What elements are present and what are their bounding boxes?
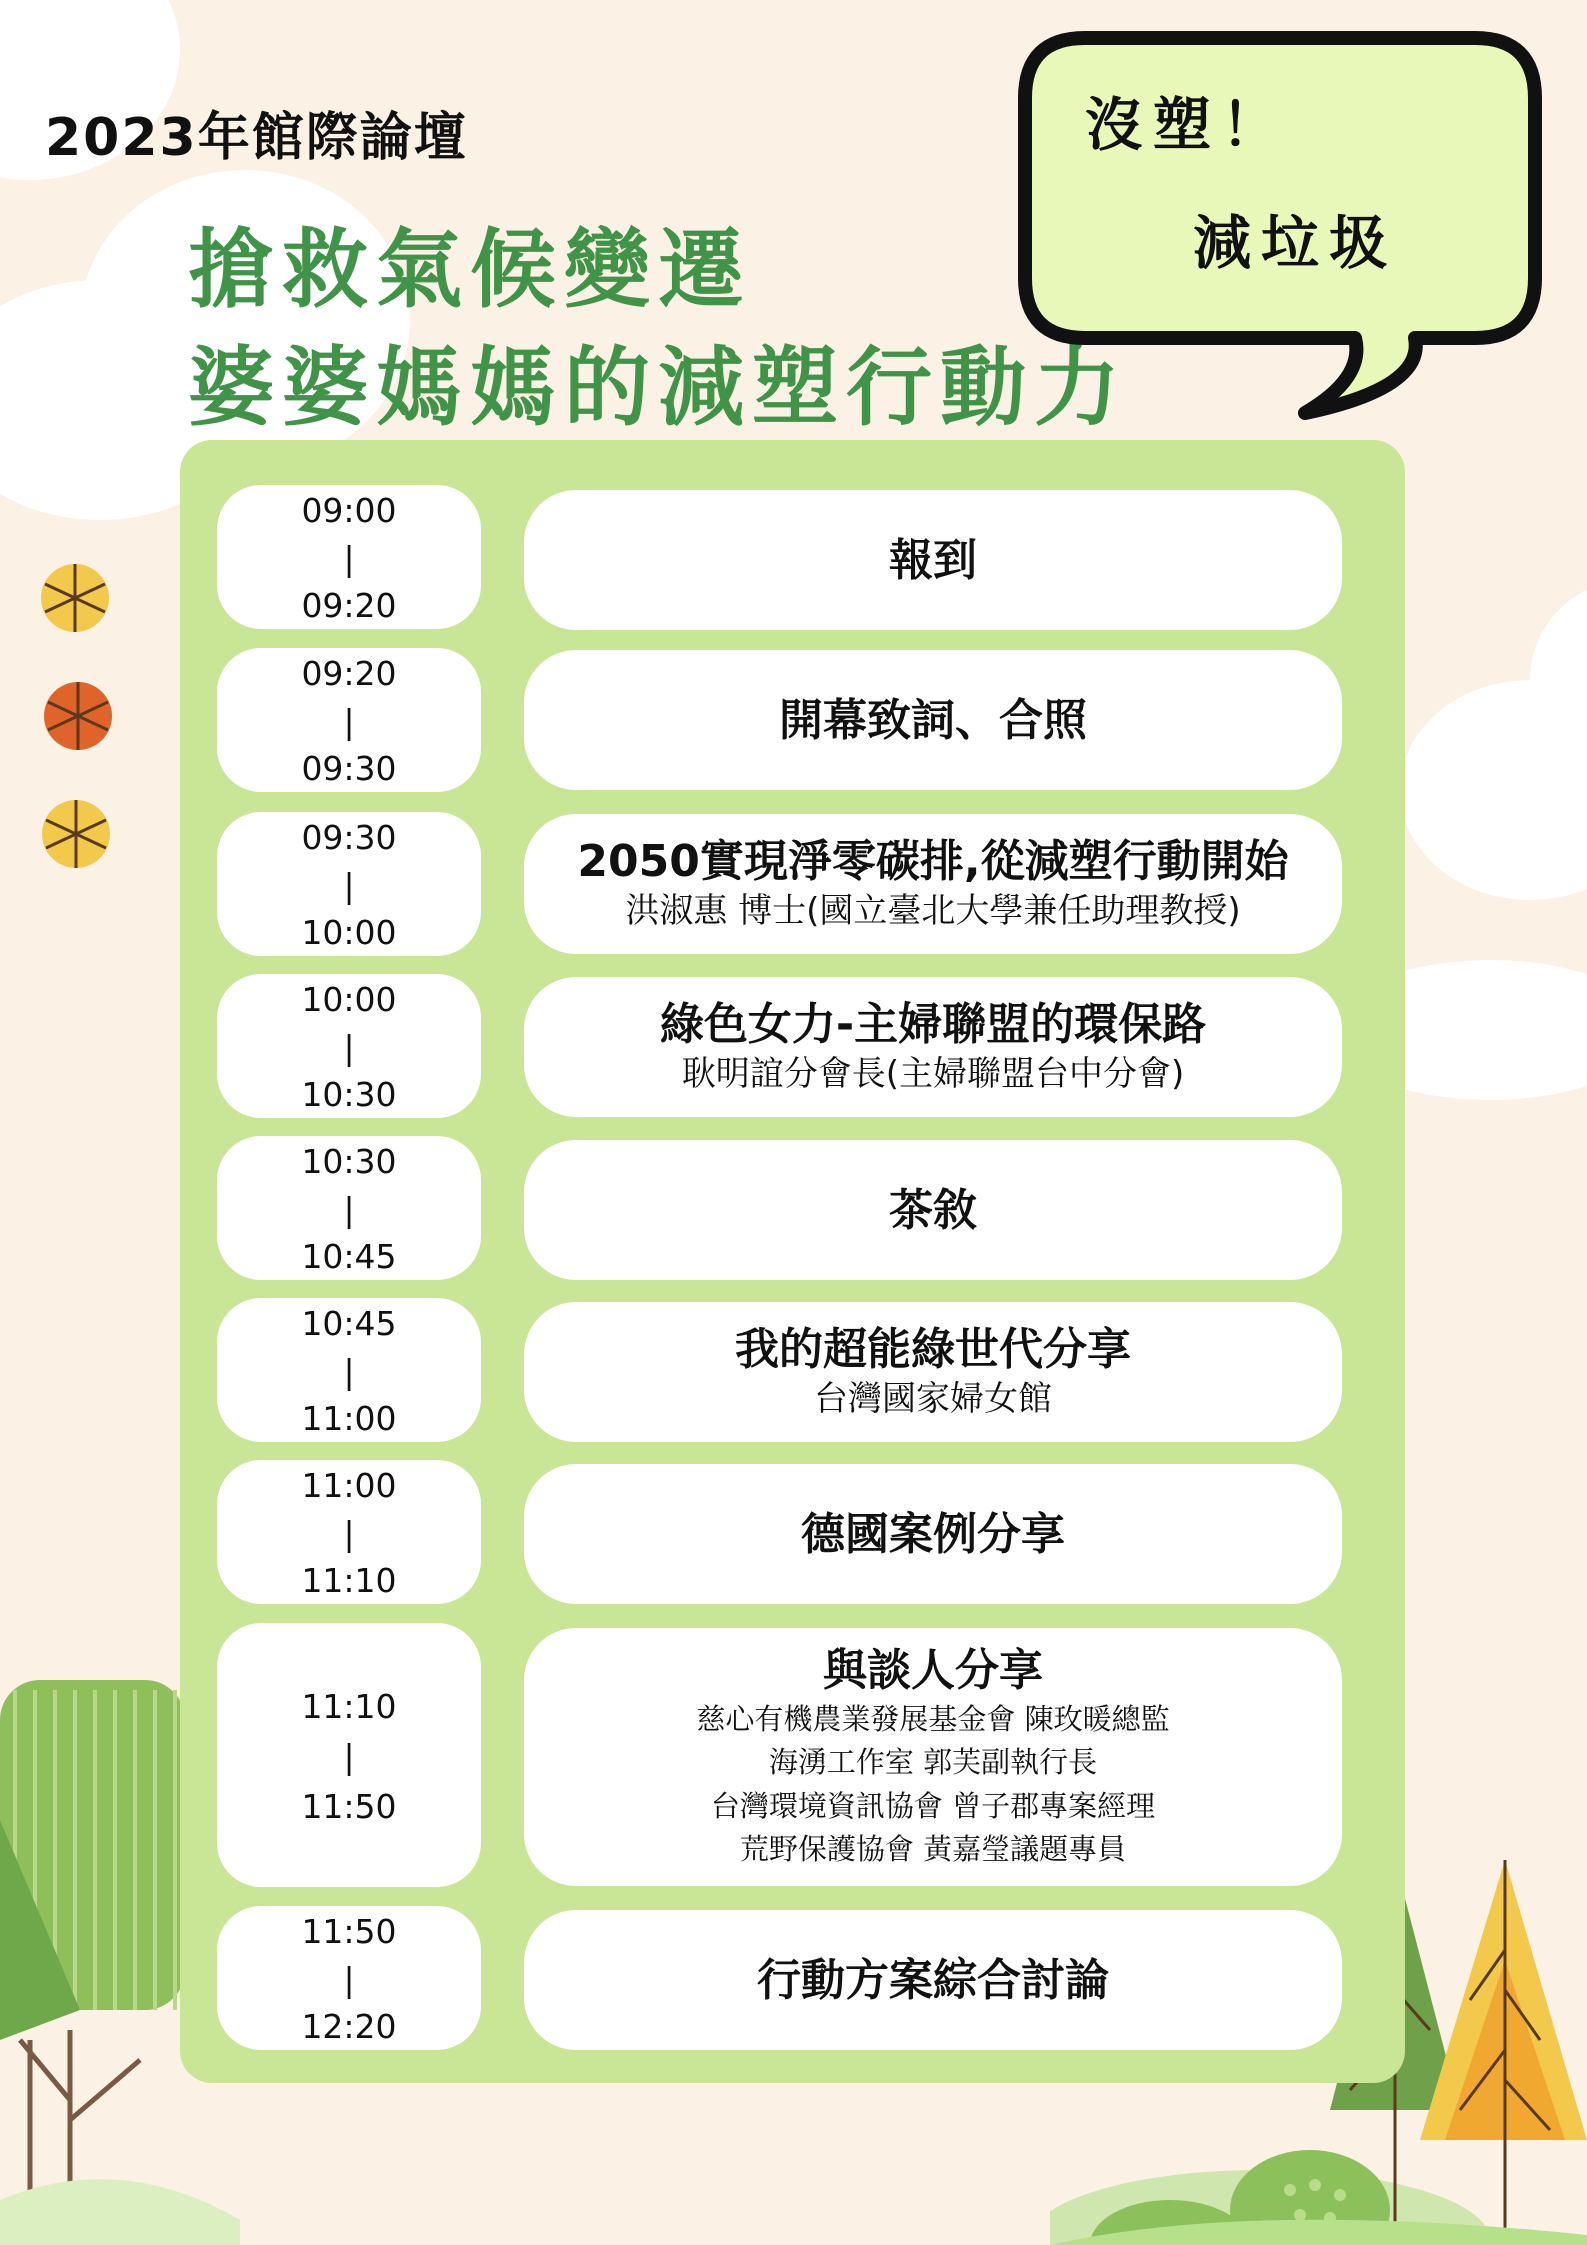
time-start: 11:50 — [301, 1912, 397, 1951]
time-start: 11:00 — [301, 1466, 397, 1505]
event-card — [524, 1910, 1342, 2050]
time-slot — [217, 1906, 481, 2050]
time-slot — [217, 1298, 481, 1442]
event-card — [524, 490, 1342, 630]
event-speaker: 台灣國家婦女館 — [814, 1379, 1052, 1420]
time-start: 09:20 — [301, 654, 397, 693]
forum-title: 2023年館際論壇 — [45, 108, 468, 168]
time-slot — [217, 1136, 481, 1280]
event-title: 茶敘 — [889, 1184, 977, 1236]
event-title: 報到 — [889, 534, 977, 586]
event-card — [524, 1302, 1342, 1442]
headline-line-2: 婆婆媽媽的減塑行動力 — [188, 338, 1128, 438]
time-start: 10:00 — [301, 980, 397, 1019]
event-title: 綠色女力-主婦聯盟的環保路 — [659, 999, 1207, 1051]
time-slot — [217, 812, 481, 956]
event-card — [524, 977, 1342, 1117]
event-title: 2050實現淨零碳排,從減塑行動開始 — [577, 836, 1289, 888]
time-end: 09:20 — [301, 586, 397, 625]
time-start: 10:45 — [301, 1304, 397, 1343]
time-start: 09:30 — [301, 818, 397, 857]
time-separator: | — [343, 1736, 355, 1776]
time-start: 10:30 — [301, 1142, 397, 1181]
event-card — [524, 1464, 1342, 1604]
time-end: 10:00 — [301, 913, 397, 952]
time-end: 10:30 — [301, 1075, 397, 1114]
bubble-line-1: 沒塑！ — [1085, 91, 1290, 159]
decorative-leaves — [30, 550, 130, 880]
time-end: 11:10 — [301, 1561, 397, 1600]
event-speaker: 洪淑惠 博士(國立臺北大學兼任助理教授) — [625, 891, 1241, 932]
event-speaker: 耿明誼分會長(主婦聯盟台中分會) — [681, 1054, 1185, 1095]
event-card — [524, 650, 1342, 790]
event-card — [524, 814, 1342, 954]
time-slot — [217, 485, 481, 629]
time-slot — [217, 1460, 481, 1604]
time-end: 11:00 — [301, 1399, 397, 1438]
event-title: 德國案例分享 — [801, 1508, 1065, 1560]
headline-line-1: 搶救氣候變遷 — [188, 220, 752, 320]
event-card — [524, 1628, 1342, 1886]
event-speaker: 海湧工作室 郭芙副執行長 — [768, 1745, 1098, 1779]
event-title: 行動方案綜合討論 — [757, 1954, 1109, 2006]
orange-leaf-icon — [44, 682, 112, 750]
event-speaker: 慈心有機農業發展基金會 陳玫暖總監 — [696, 1701, 1170, 1736]
time-slot — [217, 974, 481, 1118]
time-separator: | — [343, 1351, 355, 1391]
time-separator: | — [343, 1189, 355, 1229]
time-start: 11:10 — [301, 1686, 397, 1726]
time-slot — [217, 1623, 481, 1887]
time-end: 09:30 — [301, 749, 397, 788]
time-end: 12:20 — [301, 2007, 397, 2046]
event-title: 我的超能綠世代分享 — [735, 1324, 1131, 1376]
time-separator: | — [343, 701, 355, 741]
time-separator: | — [343, 865, 355, 905]
bubble-line-2: 減垃圾 — [1193, 209, 1398, 277]
time-separator: | — [343, 538, 355, 578]
speech-bubble — [1005, 28, 1545, 428]
time-end: 10:45 — [301, 1237, 397, 1276]
event-card — [524, 1140, 1342, 1280]
time-separator: | — [343, 1027, 355, 1067]
event-speaker: 台灣環境資訊協會 曾子郡專案經理 — [710, 1788, 1156, 1823]
time-slot — [217, 648, 481, 792]
yellow-leaf-icon — [41, 564, 109, 632]
event-speaker: 荒野保護協會 黃嘉瑩議題專員 — [739, 1832, 1127, 1866]
event-title: 開幕致詞、合照 — [779, 694, 1087, 746]
time-separator: | — [343, 1959, 355, 1999]
time-start: 09:00 — [301, 491, 397, 530]
time-separator: | — [343, 1513, 355, 1553]
time-end: 11:50 — [301, 1786, 397, 1826]
yellow-leaf-icon-2 — [42, 800, 110, 868]
event-title: 與談人分享 — [823, 1644, 1043, 1696]
